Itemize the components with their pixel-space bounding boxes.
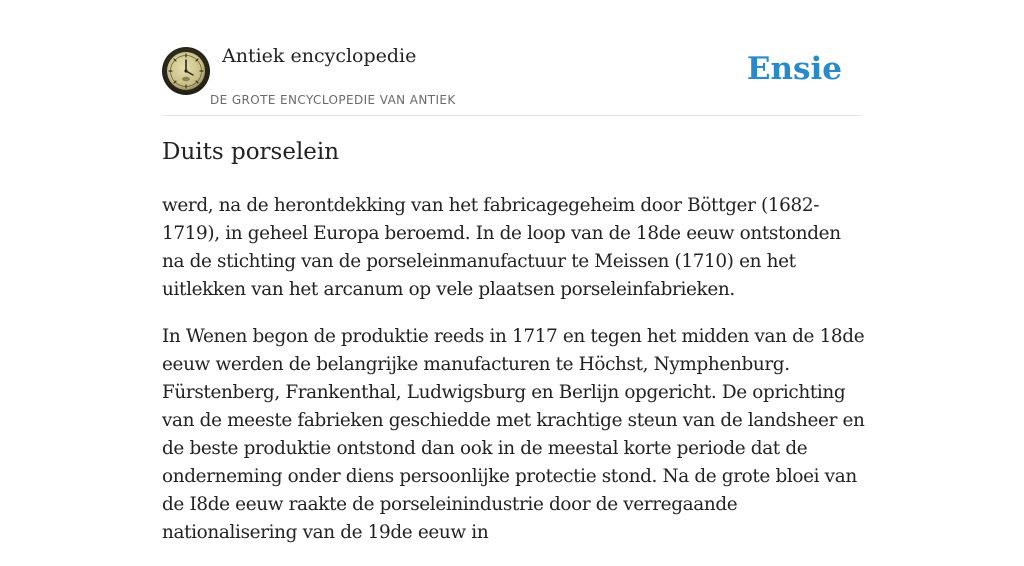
article-title: Duits porselein: [162, 139, 340, 165]
article-body: [162, 192, 866, 566]
clock-logo-graphic: [162, 47, 210, 95]
article-paragraph: werd, na de herontdekking van het fabricagegeheim door Böttger (1682-1719), in geheel Europa beroemd. In de loop van de 18de eeuw ontstonden na de stichting van de porseleinmanufactuur te Meissen (1710) en het uitlekken van het arcanum op vele plaatsen porseleinfabrieken.: [162, 195, 841, 300]
clock-icon[interactable]: [162, 47, 210, 95]
site-title-link[interactable]: Antiek encyclopedie: [222, 45, 417, 67]
site-header: [162, 0, 862, 116]
article-paragraph: In Wenen begon de produktie reeds in 1717 en tegen het midden van de 18de eeuw werden de belangrijke manufacturen te Höchst, Nymphenburg. Fürstenberg, Frankenthal, Ludwigsburg en Berlijn opgericht. De oprichting van de meeste fabrieken geschiedde met krachtige steun van de landsheer en de beste produktie ontstond dan ook in de meestal korte periode dat de onderneming onder diens persoonlijke protectie stond. Na de grote bloei van de I8de eeuw raakte de porseleinindustrie door de verregaande nationalisering van de 19de eeuw in: [162, 326, 865, 543]
brand-logo-link[interactable]: Ensie: [746, 51, 842, 87]
page: [162, 0, 865, 543]
site-tagline: DE GROTE ENCYCLOPEDIE VAN ANTIEK: [210, 93, 456, 107]
